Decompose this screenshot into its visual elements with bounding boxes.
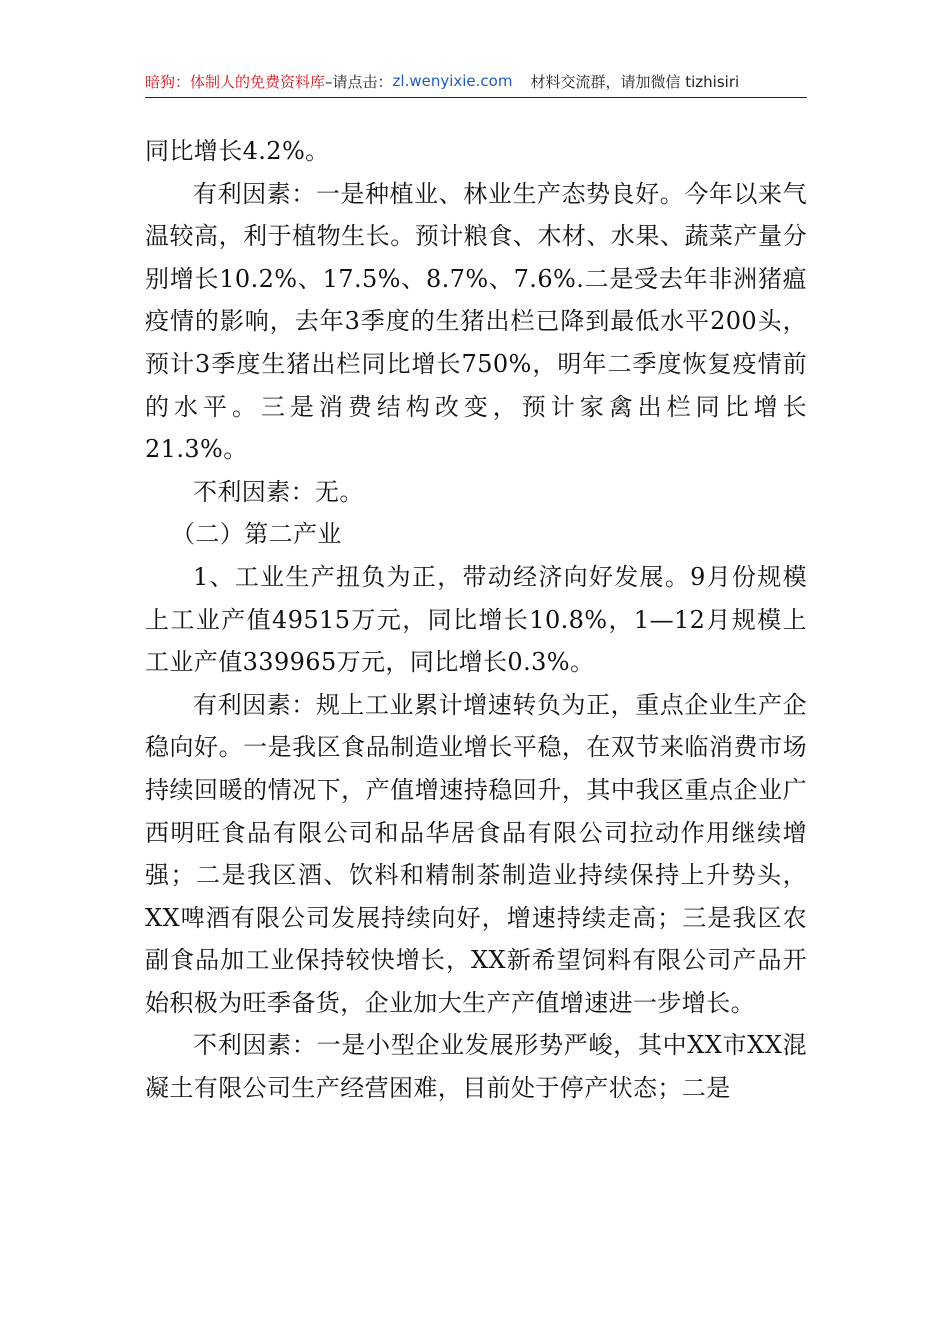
section-heading-secondary-industry: （二）第二产业: [171, 520, 342, 549]
page-header: [145, 68, 807, 94]
paragraph-unfavorable-factors-industry: 不利因素：一是小型企业发展形势严峻，其中XX市XX混凝土有限公司生产经营困难，目前处于停产状态；二是: [145, 1031, 807, 1103]
header-link[interactable]: zl.wenyixie.com: [392, 72, 513, 90]
header-brand: 暗狗：体制人的免费资料库: [145, 72, 326, 91]
paragraph-continuation: 同比增长4.2%。: [145, 137, 330, 165]
document-body: [145, 130, 807, 1110]
header-divider: [145, 97, 807, 98]
header-prompt: –请点击：: [325, 72, 393, 91]
paragraph-industrial-production: 1、工业生产扭负为正，带动经济向好发展。9月份规模上工业产值49515万元，同比增长10.8%，1—12月规模上工业产值339965万元，同比增长0.3%。: [145, 562, 807, 677]
paragraph-favorable-factors-industry: 有利因素：规上工业累计增速转负为正，重点企业生产企稳向好。一是我区食品制造业增长平稳，在双节来临消费市场持续回暖的情况下，产值增速持稳回升，其中我区重点企业广西明旺食品有限公司和品华居食品有限公司拉动作用继续增强；二是我区酒、饮料和精制茶制造业持续保持上升势头，XX啤酒有限公司发展持续向好，增速持续走高；三是我区农副食品加工业保持较快增长，XX新希望饲料有限公司产品开始积极为旺季备货，企业加大生产产值增速进一步增长。: [145, 690, 807, 1017]
paragraph-unfavorable-factors-agriculture: 不利因素：无。: [193, 477, 364, 506]
paragraph-favorable-factors-agriculture: 有利因素：一是种植业、林业生产态势良好。今年以来气温较高，利于植物生长。预计粮食、木材、水果、蔬菜产量分别增长10.2%、17.5%、8.7%、7.6%.二是受去年非洲猪瘟疫情的影响，去年3季度的生猪出栏已降到最低水平200头，预计3季度生猪出栏同比增长750%，明年二季度恢复疫情前的水平。三是消费结构改变，预计家禽出栏同比增长21.3%。: [145, 179, 807, 464]
header-contact: 材料交流群，请加微信 tizhisiri: [530, 72, 740, 91]
